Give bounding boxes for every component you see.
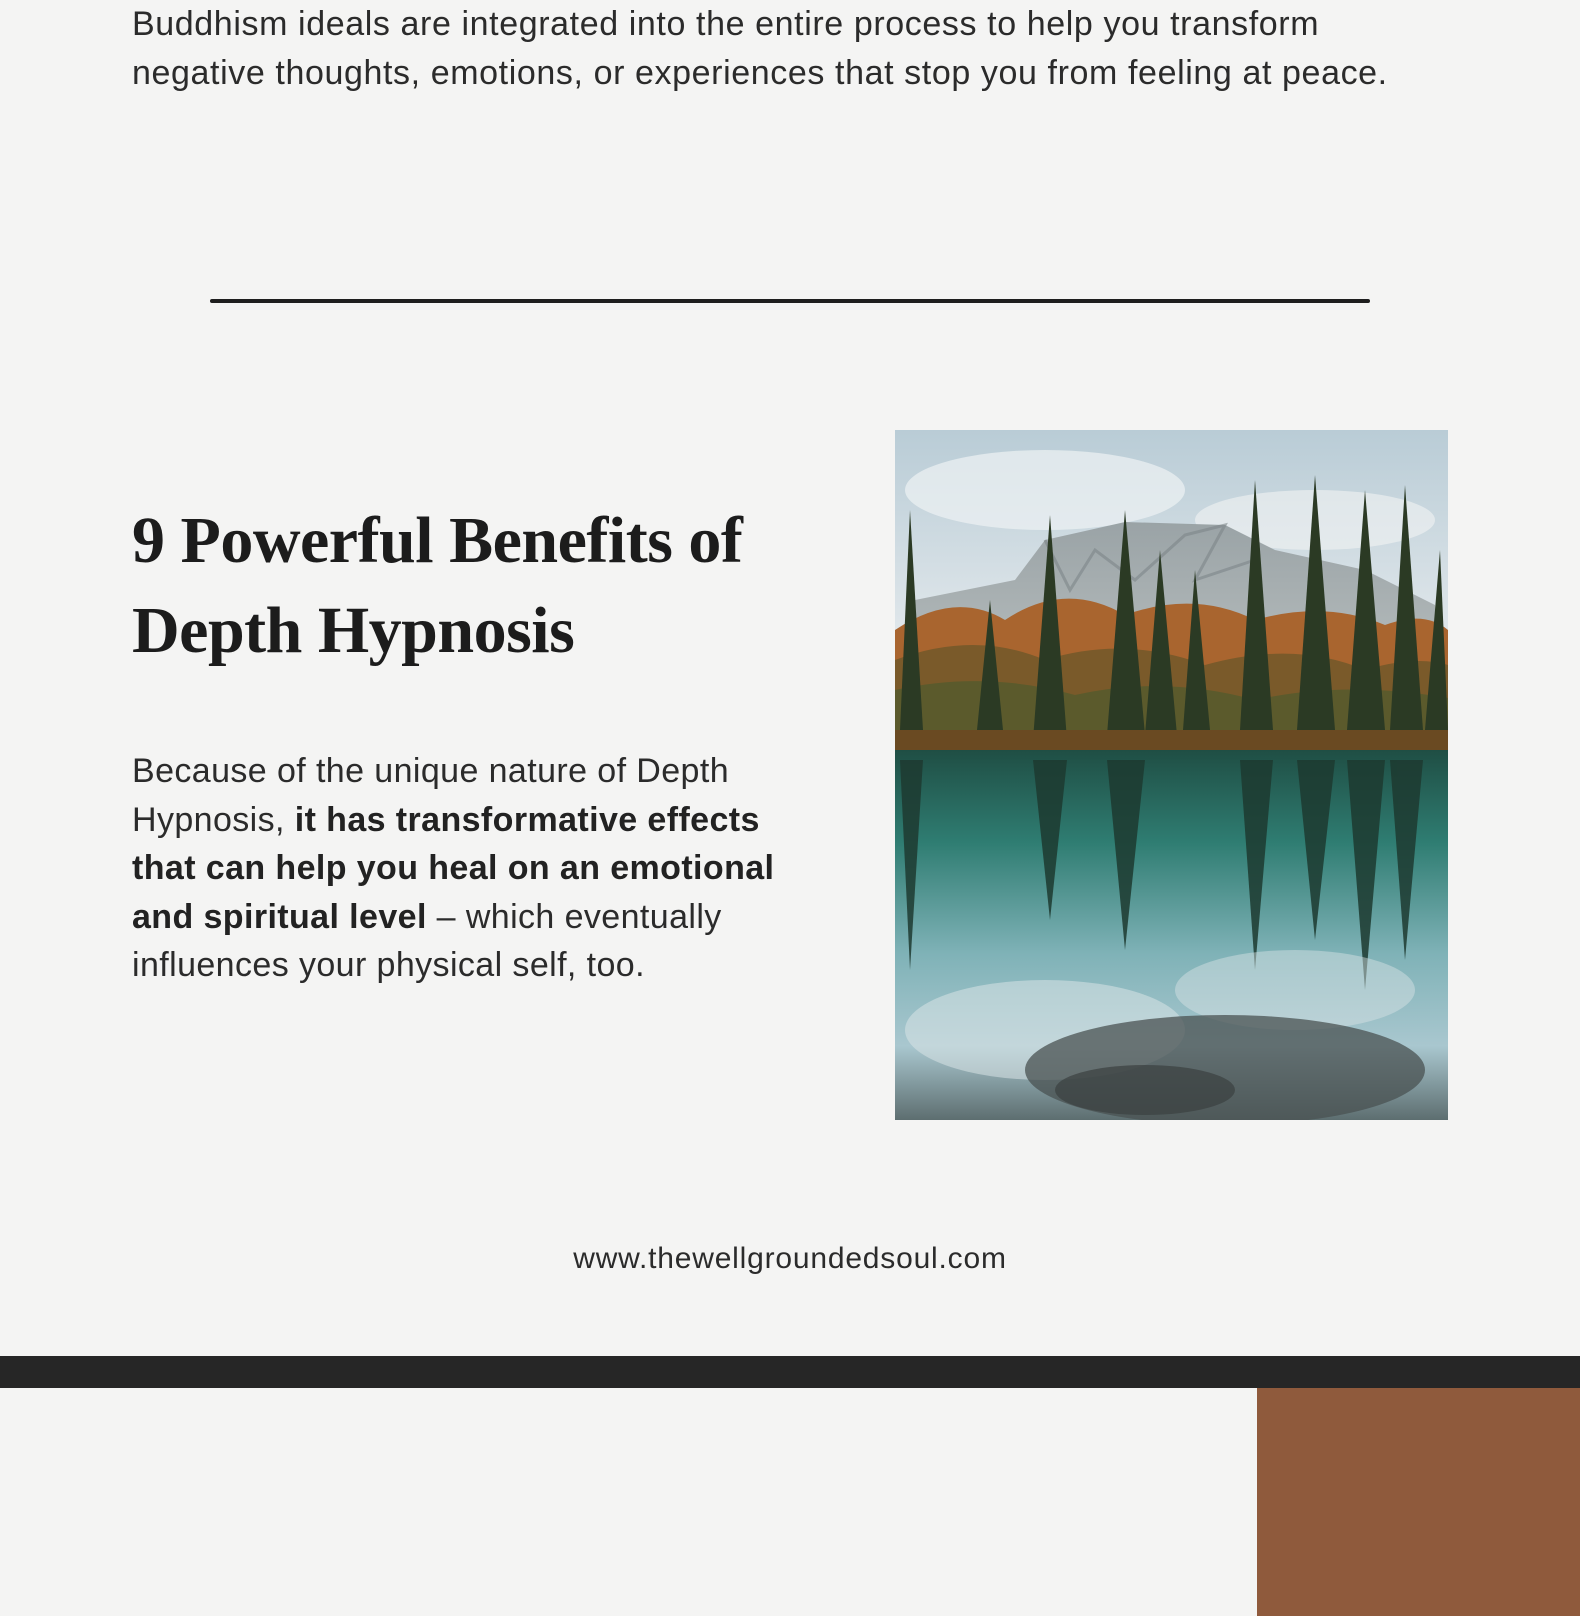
body-text-part-2: – which eventually influences your physical self, too. [132, 897, 722, 984]
lake-forest-photo [895, 430, 1448, 1120]
section-divider [210, 299, 1370, 303]
section-heading: 9 Powerful Benefits of Depth Hypnosis [132, 504, 743, 667]
dark-band [0, 1356, 1580, 1388]
section-body [132, 747, 792, 990]
body-text-part-1: Because of the unique nature of Depth Hypnosis, [132, 752, 729, 839]
accent-block [1257, 1388, 1580, 1616]
body-text-emphasis: it has transformative effects that can help you heal on an emotional and spiritual level [132, 800, 775, 936]
intro-paragraph: Buddhism ideals are integrated into the entire process to help you transform negative thoughts, emotions, or experiences that stop you from feeling at peace. [132, 5, 1388, 92]
website-url: www.thewellgroundedsoul.com [573, 1242, 1007, 1275]
